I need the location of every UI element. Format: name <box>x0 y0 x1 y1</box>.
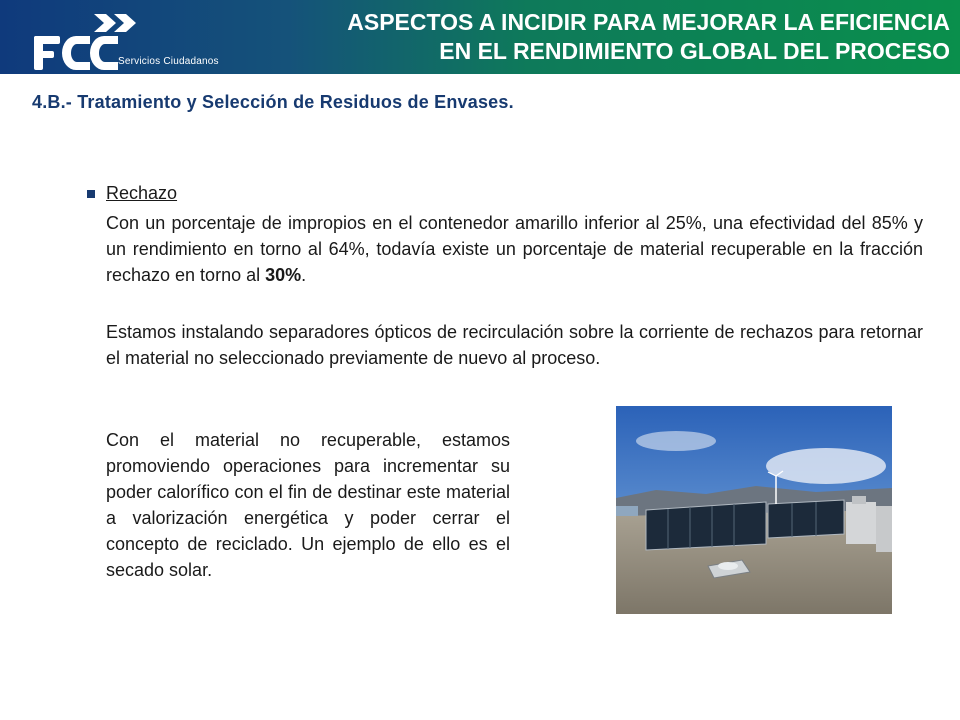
solar-panels-roof-image <box>616 406 892 614</box>
solar-drying-photo <box>616 406 892 614</box>
section-heading: 4.B.- Tratamiento y Selección de Residuos de Envases. <box>32 92 514 112</box>
paragraph1-text: Con un porcentaje de impropios en el contenedor amarillo inferior al 25%, una efectividad del 85% y un rendimiento en torno al 64%, todavía existe un porcentaje de material recuperable en la fracción rechazo en torno al <box>106 213 923 285</box>
paragraph-valorizacion: Con el material no recuperable, estamos promoviendo operaciones para incrementar su poder calorífico con el fin de destinar este material a valorización energética y poder cerrar el concepto de reciclado. Un ejemplo de ello es el secado solar. <box>106 430 510 580</box>
paragraph1-bold: 30% <box>265 265 302 285</box>
logo-subtitle: Servicios Ciudadanos <box>118 56 219 67</box>
paragraph-rechazo <box>106 210 923 288</box>
header-title-line1: ASPECTOS A INCIDIR PARA MEJORAR LA EFICIENCIA <box>347 9 950 35</box>
bullet-square-icon <box>87 190 95 198</box>
header-banner <box>0 0 960 74</box>
paragraph1-end: . <box>301 265 307 285</box>
paragraph-separadores: Estamos instalando separadores ópticos de recirculación sobre la corriente de rechazos para retornar el material no seleccionado previamente de nuevo al proceso. <box>106 322 923 368</box>
header-title-line2: EN EL RENDIMIENTO GLOBAL DEL PROCESO <box>439 38 950 64</box>
rechazo-title: Rechazo <box>106 183 178 203</box>
header-title <box>250 8 950 66</box>
